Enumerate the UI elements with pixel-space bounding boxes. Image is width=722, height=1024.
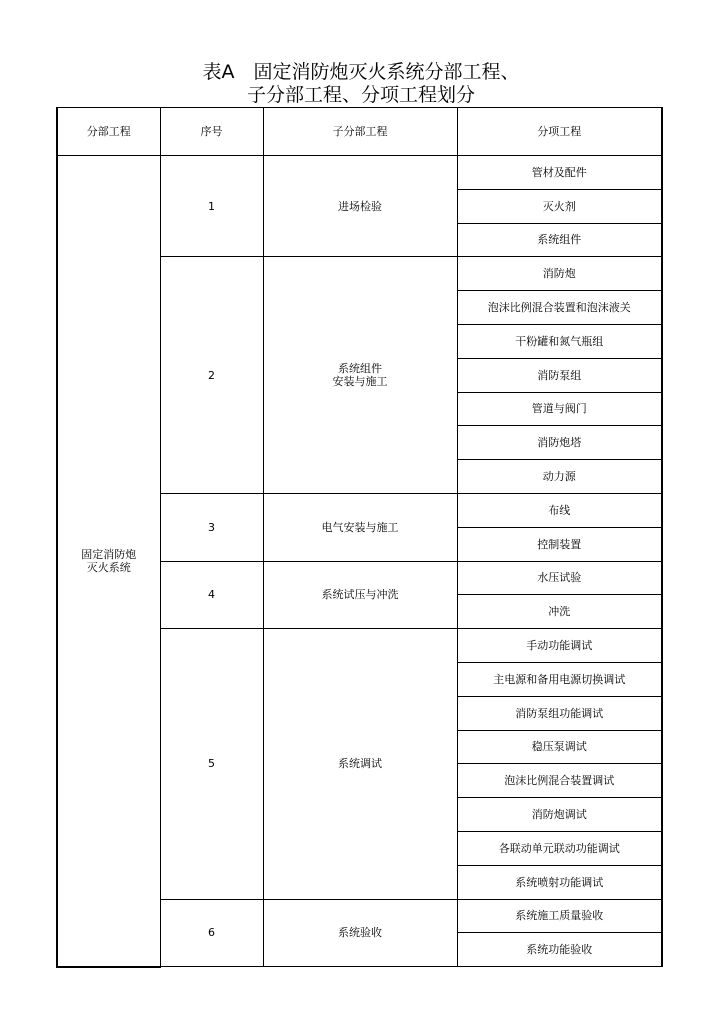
header-row (57, 108, 662, 156)
subitem-cell: 系统功能验收 (457, 933, 662, 967)
subitem-cell: 干粉罐和氮气瓶组 (457, 324, 662, 358)
subitem-cell: 管材及配件 (457, 156, 662, 190)
header-division: 分部工程 (57, 108, 160, 156)
subitem-cell: 系统组件 (457, 223, 662, 257)
subitem-cell: 消防炮调试 (457, 798, 662, 832)
subitem-cell: 冲洗 (457, 595, 662, 629)
subitem-cell: 灭火剂 (457, 189, 662, 223)
seq-cell: 5 (160, 629, 263, 899)
subdivision-cell: 系统调试 (263, 629, 457, 899)
seq-cell: 3 (160, 493, 263, 561)
title-line-2: 子分部工程、分项工程划分 (246, 84, 475, 106)
subdivision-cell: 系统试压与冲洗 (263, 561, 457, 629)
seq-cell: 6 (160, 899, 263, 967)
subitem-cell: 系统施工质量验收 (457, 899, 662, 933)
seq-cell: 2 (160, 257, 263, 494)
subitem-cell: 主电源和备用电源切换调试 (457, 662, 662, 696)
subitem-cell: 管道与阀门 (457, 392, 662, 426)
header-seq: 序号 (160, 108, 263, 156)
subdivision-cell: 系统组件 安装与施工 (263, 257, 457, 494)
header-subdivision: 子分部工程 (263, 108, 457, 156)
subitem-cell: 消防炮塔 (457, 426, 662, 460)
subdivision-cell: 电气安装与施工 (263, 493, 457, 561)
subitem-cell: 泡沫比例混合装置调试 (457, 764, 662, 798)
subitem-cell: 消防泵组功能调试 (457, 696, 662, 730)
subitem-cell: 水压试验 (457, 561, 662, 595)
division-table (56, 107, 663, 968)
subitem-cell: 各联动单元联动功能调试 (457, 831, 662, 865)
subdivision-cell: 系统验收 (263, 899, 457, 967)
subitem-cell: 控制装置 (457, 527, 662, 561)
subitem-cell: 稳压泵调试 (457, 730, 662, 764)
subitem-cell: 消防泵组 (457, 358, 662, 392)
subitem-cell: 手动功能调试 (457, 629, 662, 663)
subitem-cell: 消防炮 (457, 257, 662, 291)
title-line-1: 表A 固定消防炮灭火系统分部工程、 (202, 61, 520, 83)
seq-cell: 4 (160, 561, 263, 629)
subdivision-cell: 进场检验 (263, 156, 457, 257)
division-cell: 固定消防炮 灭火系统 (57, 156, 160, 967)
seq-cell: 1 (160, 156, 263, 257)
table-row (57, 156, 662, 190)
subitem-cell: 动力源 (457, 460, 662, 494)
subitem-cell: 泡沫比例混合装置和泡沫液关 (457, 291, 662, 325)
header-subitem: 分项工程 (457, 108, 662, 156)
subitem-cell: 布线 (457, 493, 662, 527)
subitem-cell: 系统喷射功能调试 (457, 865, 662, 899)
